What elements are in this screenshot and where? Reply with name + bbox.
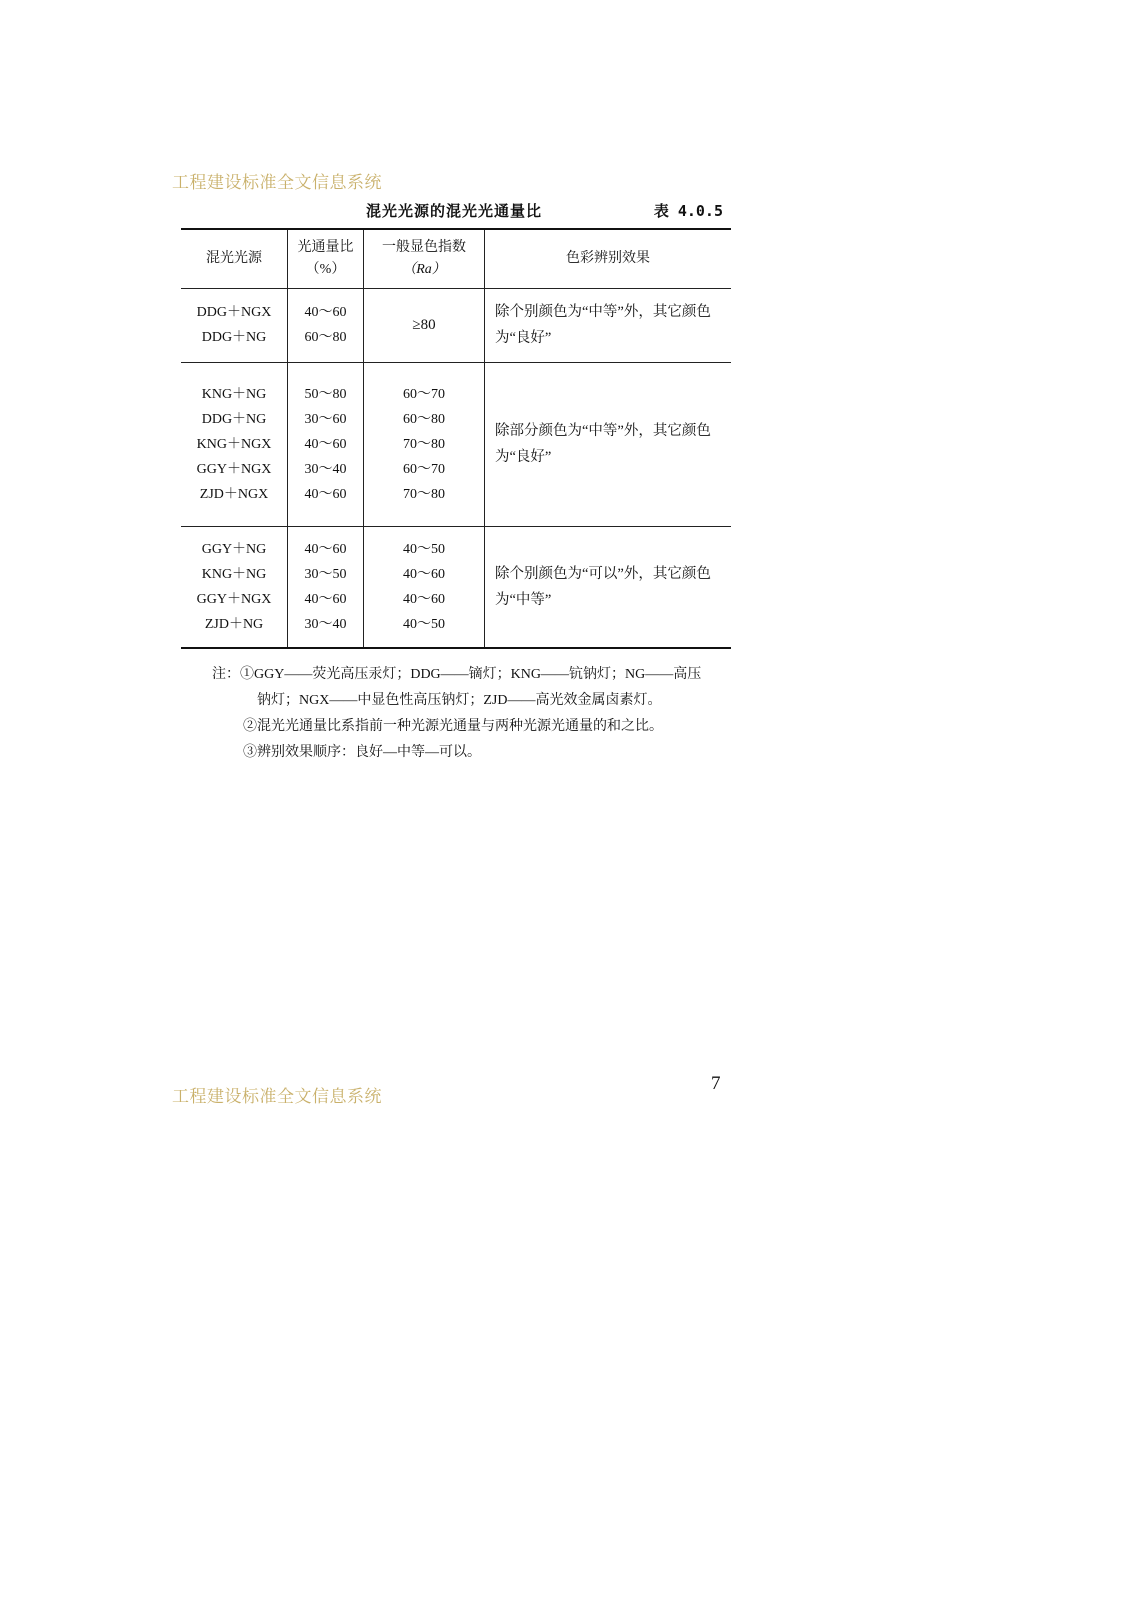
ratio-value: 50～80: [304, 386, 347, 402]
source-value: DDG＋NG: [201, 330, 267, 345]
effect-cell: 除部分颜色为“中等”外，其它颜色为“良好”: [485, 362, 732, 526]
effect-cell: 除个别颜色为“可以”外，其它颜色为“中等”: [485, 526, 732, 648]
ra-value: 60～70: [403, 386, 445, 402]
table-row: [181, 526, 731, 648]
ra-value: 40～50: [403, 616, 445, 632]
table-row: [181, 288, 731, 362]
table-header-row: [181, 229, 731, 288]
ra-value: 60～80: [403, 411, 445, 427]
ra-value: 40～60: [403, 591, 445, 607]
header-source: 混光光源: [181, 229, 288, 288]
ratio-cell: [288, 526, 364, 648]
source-value: ZJD＋NGX: [199, 486, 269, 502]
ratio-value: 30～60: [304, 411, 347, 427]
table-title: 混光光源的混光光通量比: [366, 202, 543, 220]
source-value: GGY＋NG: [201, 541, 267, 557]
header-effect: 色彩辨别效果: [485, 229, 732, 288]
header-ratio-line2: （%）: [305, 261, 346, 277]
ratio-value: 40～60: [304, 591, 347, 607]
mixed-light-table: [181, 228, 731, 649]
note-line-4: ③辨别效果顺序：良好—中等—可以。: [243, 745, 481, 760]
ra-cell: [364, 526, 485, 648]
ra-value: 60～70: [403, 461, 445, 477]
table-caption: [181, 200, 731, 224]
source-value: DDG＋NG: [201, 411, 267, 427]
note-line-3: ②混光光通量比系指前一种光源光通量与两种光源光通量的和之比。: [243, 719, 663, 734]
ratio-value: 40～60: [304, 305, 347, 320]
ratio-value: 30～40: [304, 461, 347, 477]
ra-value: 70～80: [403, 486, 445, 502]
watermark-bottom: 工程建设标准全文信息系统: [172, 1087, 382, 1107]
ratio-value: 30～50: [304, 566, 347, 582]
ratio-value: 40～60: [304, 541, 347, 557]
effect-cell: 除个别颜色为“中等”外，其它颜色为“良好”: [485, 288, 732, 362]
source-value: KNG＋NGX: [196, 436, 272, 452]
page-number: 7: [711, 1073, 721, 1094]
source-value: GGY＋NGX: [196, 591, 272, 607]
header-ra: [364, 229, 485, 288]
ra-value: 70～80: [403, 436, 445, 452]
source-value: GGY＋NGX: [196, 461, 272, 477]
source-cell: [181, 288, 288, 362]
table-row: [181, 362, 731, 526]
ra-value: 40～60: [403, 566, 445, 582]
note-line-1: 注：①GGY——荧光高压汞灯；DDG——镝灯；KNG——钪钠灯；NG——高压: [212, 667, 702, 682]
source-value: ZJD＋NG: [204, 616, 264, 632]
source-value: DDG＋NGX: [196, 305, 272, 320]
table-notes: [212, 662, 742, 766]
ratio-value: 60～80: [304, 330, 347, 345]
ratio-value: 40～60: [304, 486, 347, 502]
header-ratio: [288, 229, 364, 288]
source-value: KNG＋NG: [201, 566, 267, 582]
header-ra-line2: （Ra）: [402, 261, 446, 277]
ra-cell: [364, 288, 485, 362]
note-line-2: 钠灯；NGX——中显色性高压钠灯；ZJD——高光效金属卤素灯。: [257, 693, 662, 708]
ratio-value: 40～60: [304, 436, 347, 452]
source-cell: [181, 526, 288, 648]
source-cell: [181, 362, 288, 526]
ra-cell: [364, 362, 485, 526]
ratio-cell: [288, 288, 364, 362]
source-value: KNG＋NG: [201, 386, 267, 402]
table-number: 表 4.0.5: [653, 202, 723, 220]
ratio-value: 30～40: [304, 616, 347, 632]
header-ra-line1: 一般显色指数: [382, 239, 466, 255]
header-ratio-line1: 光通量比: [297, 239, 354, 255]
watermark-top: 工程建设标准全文信息系统: [172, 173, 382, 193]
ratio-cell: [288, 362, 364, 526]
ra-value: 40～50: [403, 541, 445, 557]
ra-value: ≥80: [412, 316, 436, 333]
